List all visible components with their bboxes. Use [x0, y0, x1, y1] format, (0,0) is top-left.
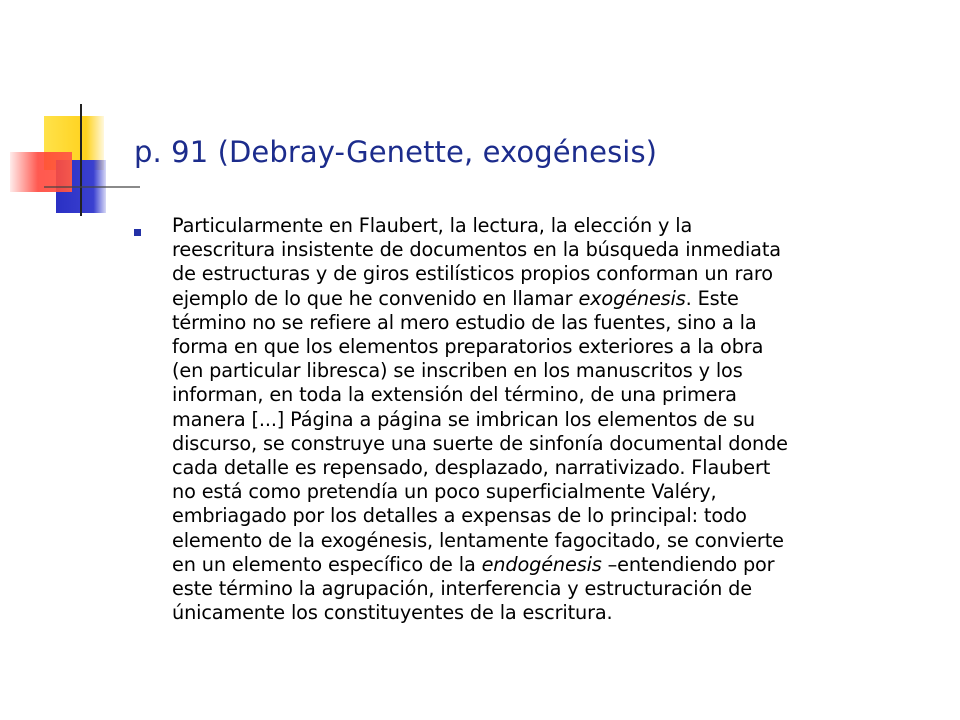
italic-term: endogénesis: [481, 552, 602, 576]
text-segment: reescritura insistente de documentos en la búsqueda inmediata: [172, 238, 781, 262]
slide-title: p. 91 (Debray-Genette, exogénesis): [134, 135, 658, 169]
text-segment: discurso, se construye una suerte de sinfonía documental donde: [172, 431, 788, 455]
paragraph-line: [172, 553, 934, 577]
paragraph-line: [172, 214, 934, 238]
italic-term: exogénesis: [578, 286, 686, 310]
paragraph-line: [172, 408, 934, 432]
text-segment: forma en que los elementos preparatorios exteriores a la obra: [172, 335, 764, 359]
paragraph-line: [172, 529, 934, 553]
text-segment: embriagado por los detalles a expensas de lo principal: todo: [172, 504, 747, 528]
paragraph-line: [172, 287, 934, 311]
paragraph-line: [172, 359, 934, 383]
text-segment: término no se refiere al mero estudio de las fuentes, sino a la: [172, 310, 757, 334]
paragraph-line: [172, 601, 934, 625]
bullet-marker: [134, 229, 141, 236]
decorative-squares-graphic: [0, 0, 140, 230]
paragraph-line: [172, 383, 934, 407]
paragraph-line: [172, 311, 934, 335]
paragraph-line: [172, 577, 934, 601]
text-segment: este término la agrupación, interferencia y estructuración de: [172, 577, 752, 601]
text-segment: no está como pretendía un poco superficialmente Valéry,: [172, 480, 717, 504]
paragraph-line: [172, 456, 934, 480]
text-segment: ejemplo de lo que he convenido en llamar: [172, 286, 579, 310]
paragraph-line: [172, 335, 934, 359]
paragraph-line: [172, 480, 934, 504]
paragraph-line: [172, 238, 934, 262]
text-segment: manera [...] Página a página se imbrican los elementos de su: [172, 407, 755, 431]
deco-red-square: [10, 152, 72, 192]
paragraph-line: [172, 504, 934, 528]
text-segment: cada detalle es repensado, desplazado, narrativizado. Flaubert: [172, 456, 771, 480]
bullet-paragraph: [172, 214, 934, 625]
text-segment: únicamente los constituyentes de la escritura.: [172, 601, 613, 625]
text-segment: Particularmente en Flaubert, la lectura, la elección y la: [172, 214, 693, 237]
text-segment: en un elemento específico de la: [172, 552, 482, 576]
text-segment: . Este: [685, 286, 739, 310]
paragraph-line: [172, 262, 934, 286]
text-segment: –entendiendo por: [601, 552, 775, 576]
paragraph-line: [172, 432, 934, 456]
text-segment: (en particular libresca) se inscriben en los manuscritos y los: [172, 359, 743, 383]
text-segment: de estructuras y de giros estilísticos propios conforman un raro: [172, 262, 773, 286]
text-segment: informan, en toda la extensión del término, de una primera: [172, 383, 737, 407]
text-segment: elemento de la exogénesis, lentamente fagocitado, se convierte: [172, 528, 784, 552]
